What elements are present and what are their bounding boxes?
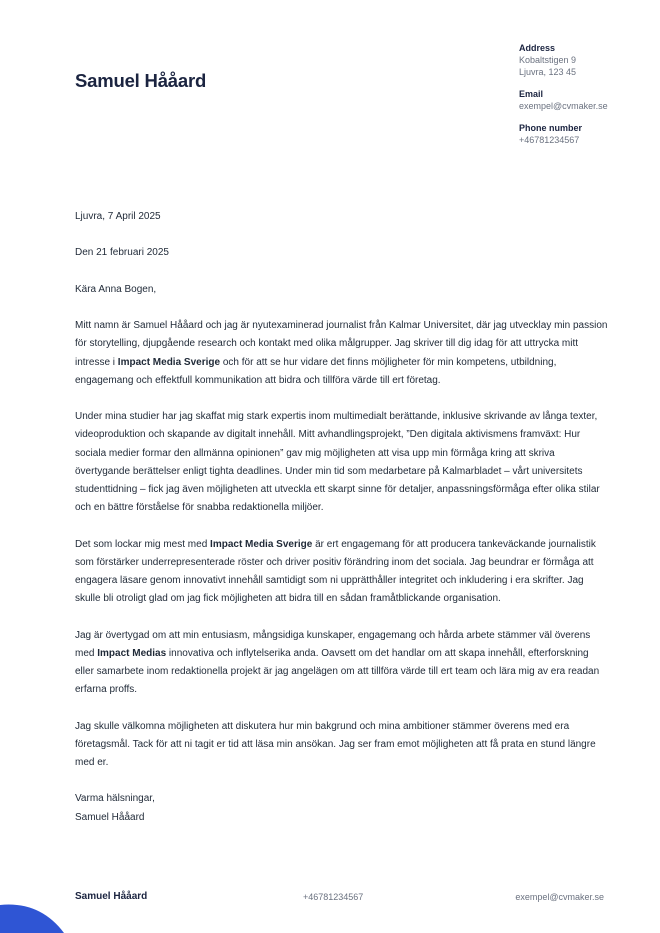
footer-phone: +46781234567 — [303, 892, 364, 902]
email-block — [519, 88, 644, 112]
corner-shape — [0, 905, 64, 933]
company-name: Impact Media Sverige — [117, 356, 221, 368]
phone-label: Phone number — [519, 123, 583, 133]
company-name: Impact Medias — [97, 647, 167, 659]
paragraph-motivation-text-a: Det som lockar mig mest med — [75, 538, 211, 550]
contact-info — [519, 42, 644, 156]
corner-decoration-icon — [0, 903, 70, 933]
address-block — [519, 42, 644, 78]
signature: Samuel Hååard — [75, 811, 145, 823]
footer-name: Samuel Hååard — [75, 891, 148, 902]
greeting: Kära Anna Bogen, — [75, 283, 157, 295]
footer-email: exempel@cvmaker.se — [515, 892, 604, 902]
phone-value: +46781234567 — [519, 135, 580, 145]
paragraph-closing: Jag skulle välkomna möjligheten att diskutera hur min bakgrund och mina ambitioner stämmer överens med era företagsmål. Tack för att ni tagit er tid att läsa min ansökan. Jag ser fram emot möjligheten att få prata en stund längre med er. — [75, 720, 596, 768]
company-name: Impact Media Sverige — [210, 538, 313, 550]
letter-date: Den 21 februari 2025 — [75, 247, 169, 259]
paragraph-intro-text-b: och för att se hur vidare det finns möjligheter för min kompetens, utbildning, engagemang och effektfull kommunikation att bidra och tillföra värde till ert företag. — [75, 356, 557, 386]
email-label: Email — [519, 89, 544, 99]
address-label: Address — [519, 43, 556, 53]
address-line-2: Ljuvra, 123 45 — [519, 67, 577, 77]
paragraph-intro-text-a: Mitt namn är Samuel Hååard och jag är nyutexaminerad journalist från Kalmar Universitet, där jag utvecklay min passion för storytelling, djupgående research och kontakt med olika målgrupper. Jag skriver till dig idag för att uttrycka mitt intresse i — [75, 320, 608, 368]
paragraph-experience: Under mina studier har jag skaffat mig stark expertis inom multimedialt berättande, inklusive skrivande av långa texter, videoproduktion och skapande av digitalt innehåll. Mitt avhandlingsprojekt, ”Den digitala aktivismens framväxt: Hur sociala medier formar den allmänna opinionen” gav mig möjligheten att visa upp min förmåga kring att skriva övertygande berättelser enligt tighta deadlines. Under min tid som medarbetare på Kalmarbladet – vårt universitets studenttidning – fick jag även möjligheten att utveckla ett skarpt sinne för detaljer, anpassningsförmåga efter olika stilar och en bättre förståelse för snabba redaktionella miljöer. — [75, 411, 600, 514]
applicant-name: Samuel Hååard — [75, 70, 207, 91]
closing-phrase: Varma hälsningar, — [75, 793, 155, 805]
address-line-1: Kobaltstigen 9 — [519, 55, 577, 65]
paragraph-motivation — [75, 536, 610, 609]
paragraph-intro — [75, 317, 610, 390]
place-date: Ljuvra, 7 April 2025 — [75, 211, 161, 222]
letter-body — [75, 208, 610, 827]
paragraph-motivation-text-b: är ert engagemang för att producera tankeväckande journalistik som förstärker underrepresenterade röster och driver positiv förändring inom det sociala. Jag beundrar er förmåga att engagera läsare genom innovativt innehåll samtidigt som ni upprätthåller integritet och inkludering i era skrifter. Jag skulle bli otroligt glad om jag fick möjligheten att bidra till en sådan framåtblickande organisation. — [75, 538, 596, 605]
email-value: exempel@cvmaker.se — [519, 101, 608, 111]
page-footer — [75, 891, 604, 905]
phone-block — [519, 122, 644, 146]
paragraph-fit-text-a: Jag är övertygad om att min entusiasm, mångsidiga kunskaper, engagemang och hårda arbete stämmer väl överens med — [75, 629, 591, 659]
paragraph-fit-text-b: innovativa och inflytelserika anda. Oavsett om det handlar om att skapa innehåll, efterforskning eller samarbete inom redaktionella projekt är jag angelägen om att tillföra värde till ert team och lära mig av era readan erfarna proffs. — [75, 647, 600, 696]
paragraph-fit — [75, 627, 610, 700]
